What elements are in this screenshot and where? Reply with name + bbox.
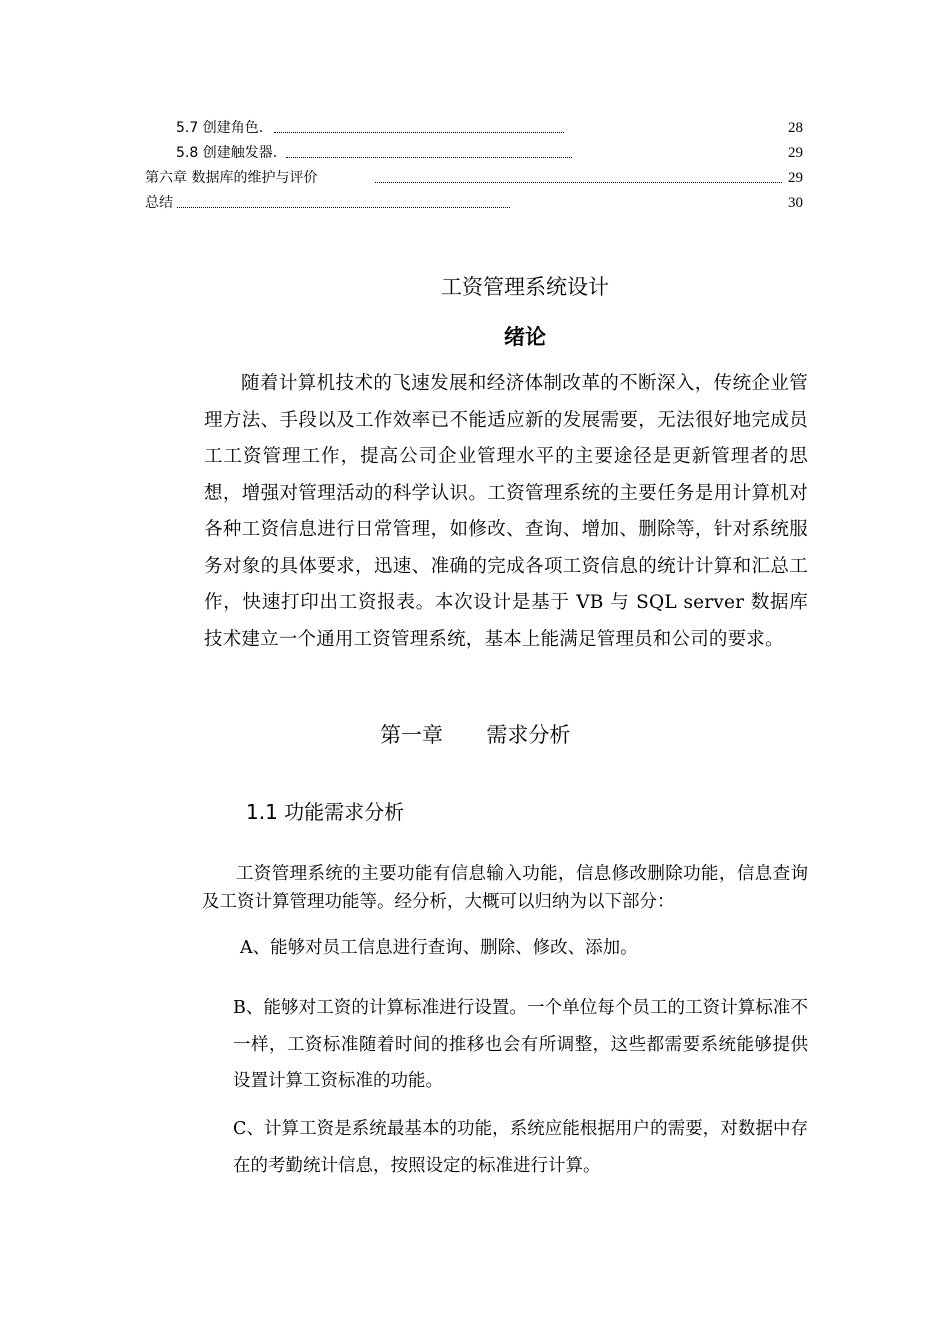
list-item-c: C、计算工资是系统最基本的功能，系统应能根据用户的需要，对数据中存在的考勤统计信息，按照设定的标准进行计算。 (233, 1119, 808, 1176)
toc-leader (177, 207, 510, 208)
chapter-number: 第一章 (380, 723, 443, 747)
chapter-heading (380, 719, 570, 749)
toc-page-number: 29 (788, 145, 803, 161)
toc-label: 总结 (145, 195, 173, 211)
section-paragraph: 工资管理系统的主要功能有信息输入功能，信息修改删除功能，信息查询及工资计算管理功能等。经分析，大概可以归纳为以下部分： (202, 864, 808, 912)
toc-page-number: 28 (788, 120, 803, 136)
section-heading: 1.1 功能需求分析 (246, 800, 405, 824)
list-item-b: B、能够对工资的计算标准进行设置。一个单位每个员工的工资计算标准不一样，工资标准随着时间的推移也会有所调整，这些都需要系统能够提供设置计算工资标准的功能。 (233, 998, 808, 1091)
toc-label: 5.7 创建角色. (176, 120, 264, 136)
toc-label: 第六章 数据库的维护与评价 (145, 170, 318, 186)
document-title: 工资管理系统设计 (441, 275, 609, 299)
list-item-a: A、能够对员工信息进行查询、删除、修改、添加。 (240, 938, 638, 958)
toc-entry-5-7[interactable] (176, 117, 806, 139)
toc-leader (274, 132, 564, 133)
intro-heading: 绪论 (504, 325, 546, 349)
chapter-title: 需求分析 (486, 723, 571, 747)
intro-paragraph: 随着计算机技术的飞速发展和经济体制改革的不断深入，传统企业管理方法、手段以及工作效率已不能适应新的发展需要，无法很好地完成员工工资管理工作，提高公司企业管理水平的主要途径是更新管理者的思想，增强对管理活动的科学认识。工资管理系统的主要任务是用计算机对各种工资信息进行日常管理，如修改、查询、增加、删除等，针对系统服务对象的具体要求，迅速、准确的完成各项工资信息的统计计算和汇总工作，快速打印出工资报表。本次设计是基于 VB 与 SQL server 数据库技术建立一个通用工资管理系统，基本上能满足管理员和公司的要求。 (204, 373, 808, 650)
toc-leader (375, 182, 782, 183)
toc-leader (286, 157, 572, 158)
toc-entry-chapter-6[interactable] (145, 167, 806, 189)
toc-label: 5.8 创建触发器. (176, 145, 278, 161)
toc-entry-summary[interactable] (145, 192, 806, 214)
toc-entry-5-8[interactable] (176, 142, 806, 164)
toc-page-number: 30 (788, 195, 803, 211)
toc-page-number: 29 (788, 170, 803, 186)
